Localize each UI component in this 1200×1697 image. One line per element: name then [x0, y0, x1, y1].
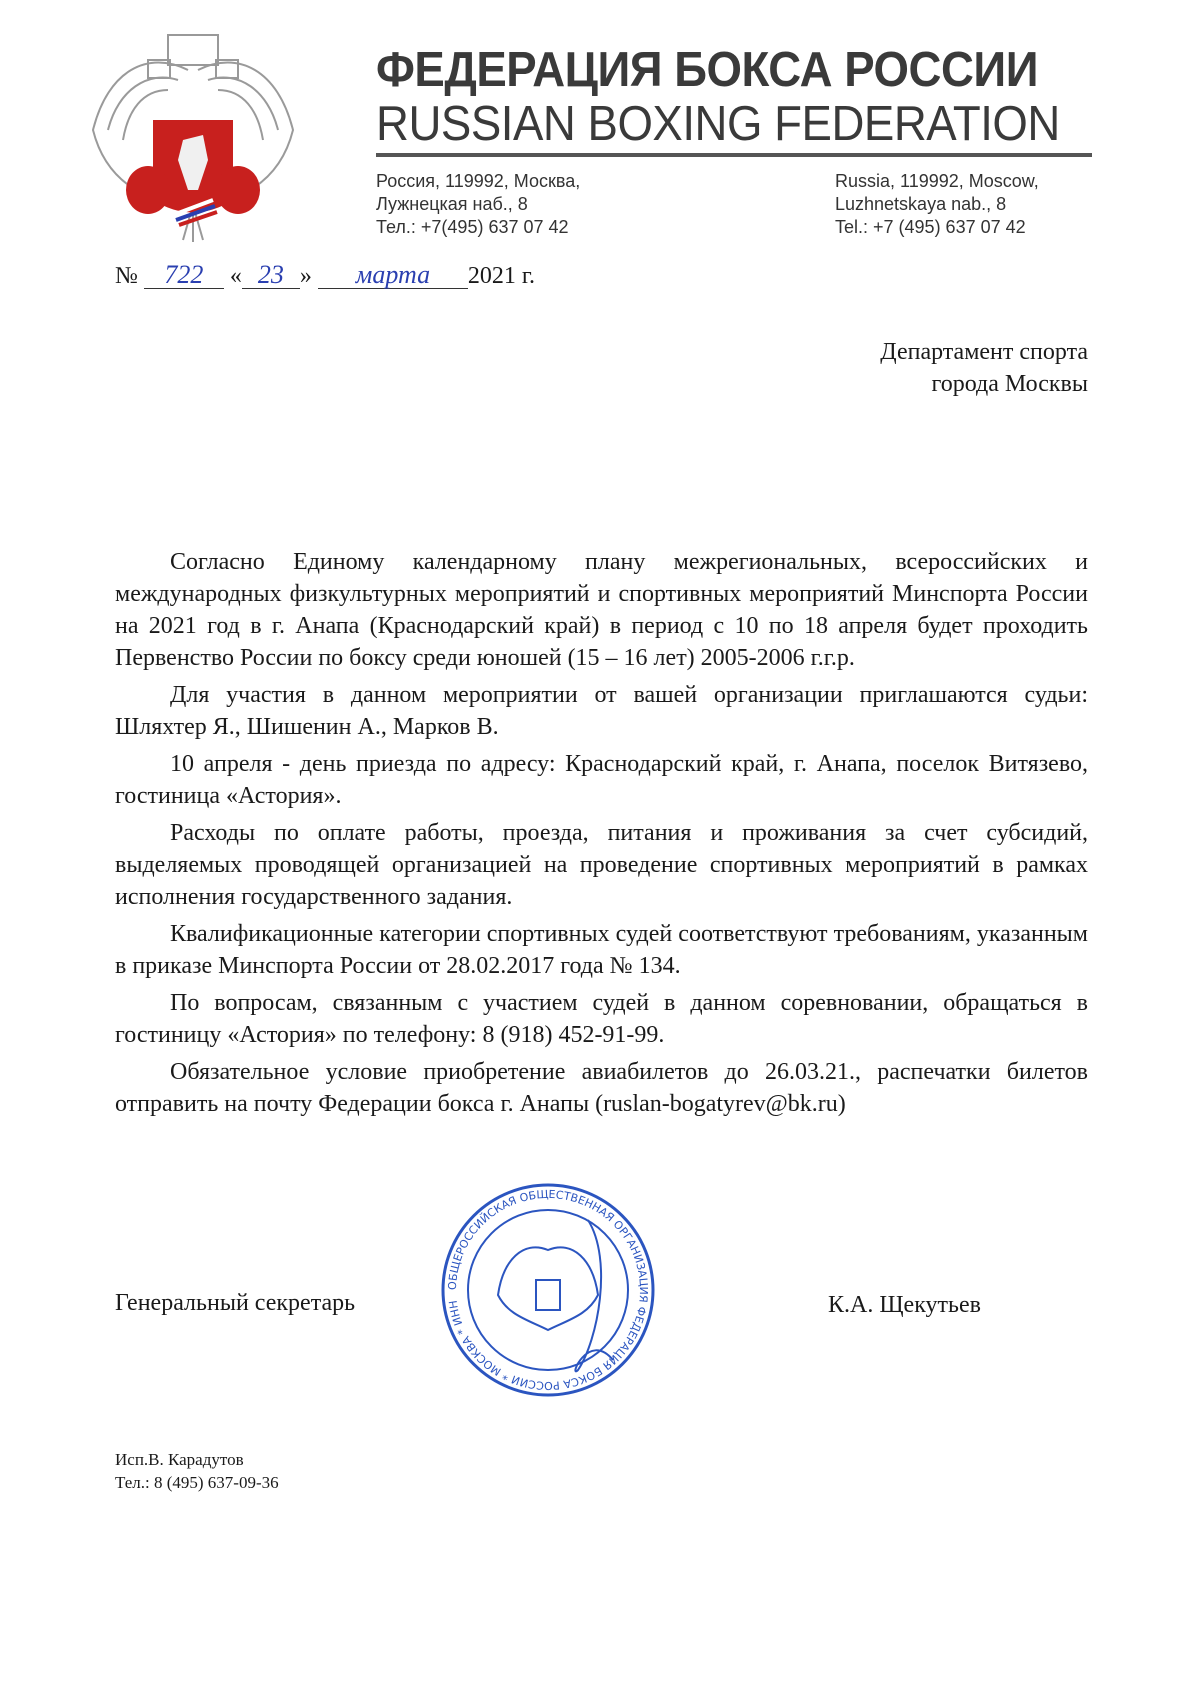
signatory-title: Генеральный секретарь	[115, 1290, 356, 1316]
paragraph: Расходы по оплате работы, проезда, питания и проживания за счет субсидий, выделяемых проводящей организацией на проведение спортивных мероприятий в рамках исполнения государственного задания.	[115, 820, 1088, 910]
org-name-ru: ФЕДЕРАЦИЯ БОКСА РОССИИ	[376, 43, 1039, 97]
address-en	[835, 170, 1039, 239]
svg-text:ОБЩЕРОССИЙСКАЯ ОБЩЕСТВЕННАЯ ОР: ОБЩЕРОССИЙСКАЯ ОБЩЕСТВЕННАЯ ОРГАНИЗАЦИЯ ФЕДЕРАЦИЯ БОКСА РОССИИ * МОСКВА * ИНН	[445, 1187, 651, 1393]
recipient-line: города Москвы	[931, 371, 1088, 397]
executor-name: Исп.В. Карадутов	[115, 1450, 244, 1469]
address-line: Russia, 119992, Moscow,	[835, 171, 1039, 191]
federation-emblem-logo	[88, 30, 298, 245]
document-day: 23	[242, 262, 300, 289]
paragraph: Обязательное условие приобретение авиабилетов до 26.03.21., распечатки билетов отправить на почту Федерации бокса г. Анапы (ruslan-bogatyrev@bk.ru)	[115, 1059, 1088, 1117]
recipient	[880, 336, 1088, 400]
address-line: Лужнецкая наб., 8	[376, 194, 528, 214]
executor-phone: Тел.: 8 (495) 637-09-36	[115, 1473, 279, 1492]
address-line: Тел.: +7(495) 637 07 42	[376, 217, 569, 237]
paragraph: Согласно Единому календарному плану межрегиональных, всероссийских и международных физкультурных мероприятий и спортивных мероприятий Минспорта России на 2021 год в г. Анапа (Краснодарский край) в период с 10 по 18 апреля будет проходить Первенство России по боксу среди юношей (15 – 16 лет) 2005-2006 г.г.р.	[115, 549, 1088, 671]
paragraph: По вопросам, связанным с участием судей в данном соревновании, обращаться в гостиницу «Астория» по телефону: 8 (918) 452-91-99.	[115, 990, 1088, 1048]
open-quote: «	[229, 263, 242, 289]
address-line: Tel.: +7 (495) 637 07 42	[835, 217, 1026, 237]
close-quote: »	[299, 263, 312, 289]
signatory-name: К.А. Щекутьев	[828, 1292, 981, 1318]
address-ru	[376, 170, 580, 239]
executor-info	[115, 1448, 279, 1494]
document-year: 2021 г.	[467, 263, 536, 289]
header-divider	[376, 153, 1092, 157]
paragraph: Для участия в данном мероприятии от вашей организации приглашаются судьи: Шляхтер Я., Шишенин А., Марков В.	[115, 682, 1088, 740]
document-month: марта	[318, 262, 468, 289]
address-line: Luzhnetskaya nab., 8	[835, 194, 1007, 214]
paragraph: Квалификационные категории спортивных судей соответствуют требованиям, указанным в приказе Минспорта России от 28.02.2017 года № 134.	[115, 921, 1088, 979]
paragraph: 10 апреля - день приезда по адресу: Краснодарский край, г. Анапа, поселок Витязево, гостиница «Астория».	[115, 751, 1088, 809]
org-name-en: RUSSIAN BOXING FEDERATION	[376, 97, 1060, 151]
address-line: Россия, 119992, Москва,	[376, 171, 581, 191]
number-prefix: №	[115, 263, 138, 289]
document-reference	[115, 262, 535, 290]
recipient-line: Департамент спорта	[880, 339, 1088, 365]
letter-body	[115, 546, 1088, 1125]
document-number: 722	[144, 262, 224, 289]
official-seal-stamp	[438, 1180, 668, 1400]
